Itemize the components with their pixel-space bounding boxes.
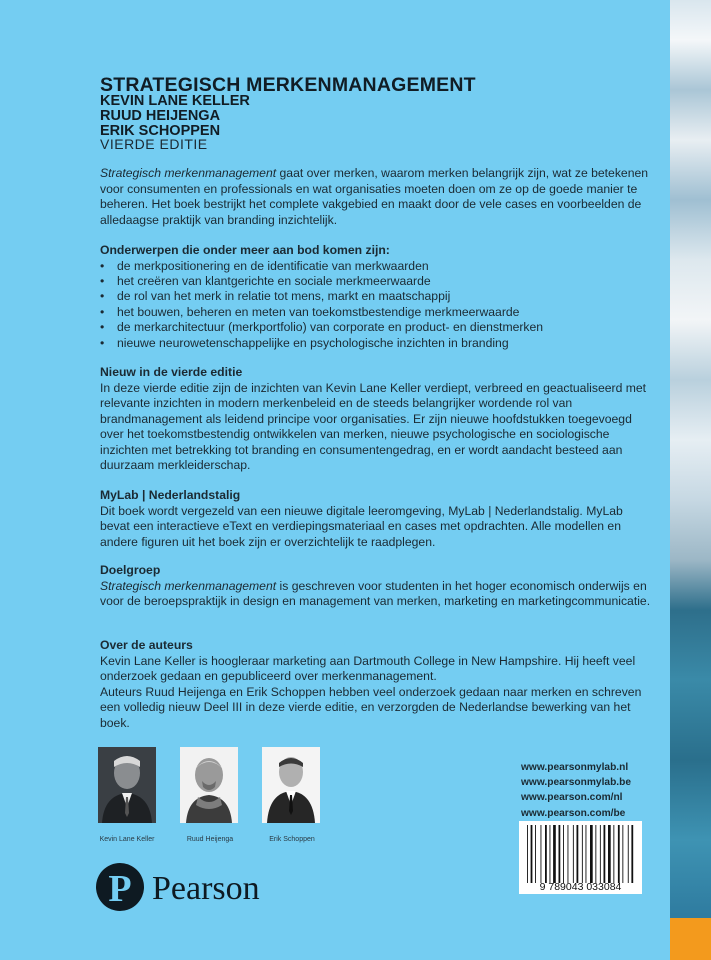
audience-heading: Doelgroep [100, 563, 161, 577]
pearson-wordmark: Pearson [152, 870, 260, 907]
barcode-number: 9 789043 033084 [539, 881, 622, 893]
barcode-bar [613, 825, 614, 883]
author-name: ERIK SCHOPPEN [100, 123, 221, 139]
book-title-italic: Strategisch merkenmanagement [100, 578, 277, 593]
new-edition-text: In deze vierde editie zijn de inzichten van Kevin Lane Keller verdiept, verbreed en geactualiseerd met relevante inzichten in modern merkenbeleid en de steeds belangrijker wordende rol van brandmanagement als leidend principe voor organisaties. Er zijn nieuwe hoofdstukken toegevoegd over het toekomstbestendig ontwikkelen van merken, nieuwe psychologische en sociologische inzichten met betrekking tot branding en consumentengedrag, en er wordt aandacht besteed aan duurzaam merkleiderschap. [100, 380, 647, 472]
topic-item: • het bouwen, beheren en meten van toekomstbestendige merkmeerwaarde [100, 305, 652, 320]
barcode-bar [586, 825, 587, 883]
pearson-logo-letter: P [108, 868, 132, 910]
barcode-bar [622, 825, 623, 883]
topic-item: • de merkarchitectuur (merkportfolio) van corporate en product- en dienstmerken [100, 320, 652, 335]
publisher-urls [521, 760, 631, 821]
pearson-logo [96, 862, 296, 912]
book-title: STRATEGISCH MERKENMANAGEMENT [100, 74, 476, 96]
intro-section [100, 166, 652, 228]
topic-item: • nieuwe neurowetenschappelijke en psychologische inzichten in branding [100, 336, 652, 351]
topics-list [100, 259, 652, 351]
author-photo [180, 747, 238, 823]
book-title-italic: Strategisch merkenmanagement [100, 166, 277, 180]
author-name: KEVIN LANE KELLER [100, 93, 250, 109]
barcode-bar [541, 825, 542, 883]
topics-section [100, 243, 652, 351]
barcode-bar [573, 825, 574, 883]
photo-caption: Kevin Lane Keller [99, 836, 155, 843]
barcode-bar [595, 825, 596, 883]
barcode-bar [559, 825, 561, 883]
topic-item: • de rol van het merk in relatie tot mens, markt en maatschappij [100, 289, 652, 304]
edition-label: VIERDE EDITIE [100, 136, 208, 152]
barcode-bar [631, 825, 633, 883]
photo-caption: Erik Schoppen [269, 836, 315, 843]
barcode-bar [608, 825, 611, 883]
barcode-bar [531, 825, 533, 883]
mylab-heading: MyLab | Nederlandstalig [100, 488, 241, 502]
url-link[interactable]: www.pearson.com/be [521, 807, 626, 819]
barcode-bar [628, 825, 629, 883]
about-text-coauthors: Auteurs Ruud Heijenga en Erik Schoppen hebben veel onderzoek gedaan naar merken en schreven een volledig nieuw Deel III in deze vierde editie, en verzorgden de Nederlandse bewerking van het boek. [100, 684, 642, 730]
orange-accent-block [670, 918, 711, 960]
url-link[interactable]: www.pearson.com/nl [521, 792, 623, 804]
mylab-text: Dit boek wordt vergezeld van een nieuwe digitale leeromgeving, MyLab | Nederlandstalig. MyLab bevat een interactieve eText en verdiepingsmateriaal en cases met opdrachten. Alle modellen en andere figuren uit het boek zijn er overzichtelijk te raadplegen. [100, 503, 623, 549]
barcode-bar [618, 825, 620, 883]
barcode-bar [535, 825, 536, 883]
audience-text: Strategisch merkenmanagement is geschreven voor studenten in het hoger economisch onderwijs en voor de beroepspraktijk in design en management van merken, marketing en marketingcommunicatie. [100, 578, 651, 608]
topic-item: • de merkpositionering en de identificatie van merkwaarden [100, 259, 652, 274]
topics-heading: Onderwerpen die onder meer aan bod komen zijn: [100, 243, 390, 257]
barcode-bar [604, 825, 606, 883]
about-heading: Over de auteurs [100, 638, 193, 652]
barcode-bar [550, 825, 551, 883]
barcode-bar [582, 825, 583, 883]
author-list [100, 94, 652, 139]
barcode-bar [577, 825, 579, 883]
sky-photo-strip [670, 0, 711, 960]
intro-text: gaat over merken, waarom merken belangrijk zijn, wat ze betekenen voor consumenten en professionals en wat organisaties moeten doen om ze op de goede manier te beheren. Het boek bestrijkt het complete vakgebied en maakt door de vele cases en voorbeelden de alledaagse praktijk van branding inzichtelijk. [100, 166, 649, 227]
topic-item: • het creëren van klantgerichte en sociale merkmeerwaarde [100, 274, 652, 289]
mylab-section [100, 488, 652, 550]
barcode-bar [527, 825, 528, 883]
barcode-bar [590, 825, 593, 883]
barcode-bar [545, 825, 547, 883]
author-photo [98, 747, 156, 823]
new-edition-section [100, 365, 652, 474]
isbn-barcode [519, 821, 642, 894]
photo-caption: Ruud Heijenga [186, 836, 234, 843]
about-section [100, 638, 652, 731]
barcode-bars [527, 825, 633, 883]
barcode-bar [563, 825, 564, 883]
author-photos [98, 747, 348, 847]
barcode-bar [568, 825, 569, 883]
intro-paragraph [100, 166, 652, 228]
barcode-bar [553, 825, 556, 883]
about-text-keller: Kevin Lane Keller is hoogleraar marketing aan Dartmouth College in New Hampshire. Hij heeft veel onderzoek gedaan en gepubliceerd over merkenmanagement. [100, 653, 636, 683]
new-edition-heading: Nieuw in de vierde editie [100, 365, 243, 379]
url-link[interactable]: www.pearsonmylab.be [521, 777, 632, 789]
author-name: RUUD HEIJENGA [100, 108, 221, 124]
audience-section [100, 563, 652, 610]
url-link[interactable]: www.pearsonmylab.nl [521, 762, 629, 773]
author-photo [262, 747, 320, 823]
barcode-bar [600, 825, 601, 883]
